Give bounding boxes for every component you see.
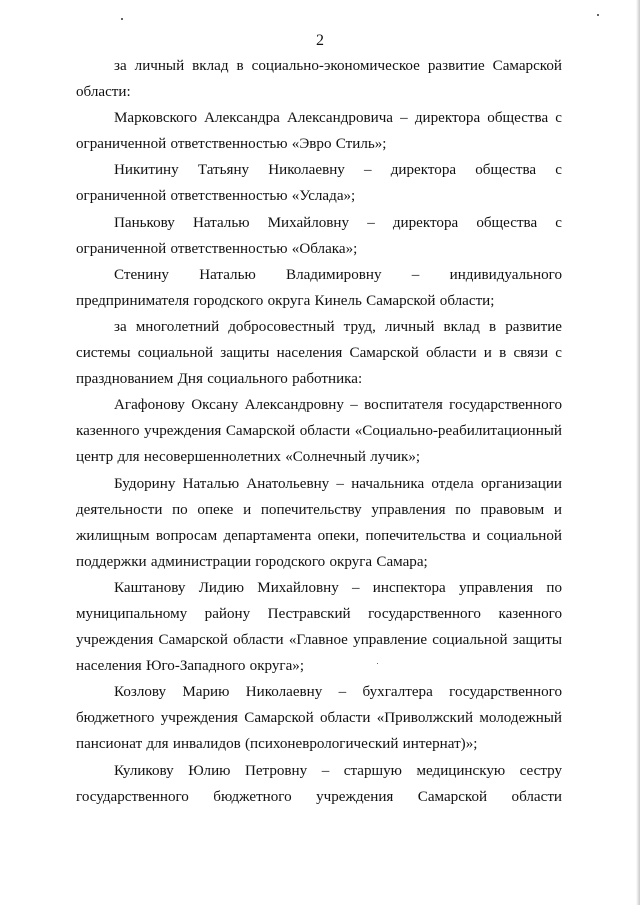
paragraph-awardee: Козлову Марию Николаевну – бухгалтера государственного бюджетного учреждения Самарской области «Приволжский молодежный пансионат для инвалидов (психоневрологический интернат)»; xyxy=(76,684,562,753)
scan-speck xyxy=(597,14,599,16)
paragraph-awardee: Панькову Наталью Михайловну – директора общества с ограниченной ответственностью «Облака»; xyxy=(76,214,562,257)
paragraph-awardee: Агафонову Оксану Александровну – воспитателя государственного казенного учреждения Самарской области «Социально-реабилитационный центр для несовершеннолетних «Солнечный лучик»; xyxy=(76,397,562,466)
scan-edge-shadow xyxy=(636,0,640,905)
scan-speck xyxy=(121,18,123,20)
paragraph-awardee: Каштанову Лидию Михайловну – инспектора управления по муниципальному району Пестравский государственного казенного учреждения Самарской области «Главное управление социальной защиты населения Юго-Западного округа»; xyxy=(76,579,562,675)
page-number: 2 xyxy=(316,32,324,49)
paragraph-section-intro: за многолетний добросовестный труд, личный вклад в развитие системы социальной защиты населения Самарской области и в связи с празднованием Дня социального работника: xyxy=(76,318,562,388)
paragraph-section-intro: за личный вклад в социально-экономическое развитие Самарской области: xyxy=(76,58,562,101)
document-body xyxy=(76,53,562,810)
paragraph-awardee: Будорину Наталью Анатольевну – начальника отдела организации деятельности по опеке и попечительству управления по правовым и жилищным вопросам департамента опеки, попечительства и социальной поддержки администрации городского округа Самара; xyxy=(76,475,562,570)
paragraph-awardee: Куликову Юлию Петровну – старшую медицинскую сестру государственного бюджетного учреждения Самарской области xyxy=(76,762,562,805)
paragraph-awardee: Никитину Татьяну Николаевну – директора общества с ограниченной ответственностью «Услада»; xyxy=(76,162,562,205)
paragraph-awardee: Стенину Наталью Владимировну – индивидуального предпринимателя городского округа Кинель Самарской области; xyxy=(76,266,562,309)
paragraph-awardee: Марковского Александра Александровича – директора общества с ограниченной ответственностью «Эвро Стиль»; xyxy=(76,110,562,153)
